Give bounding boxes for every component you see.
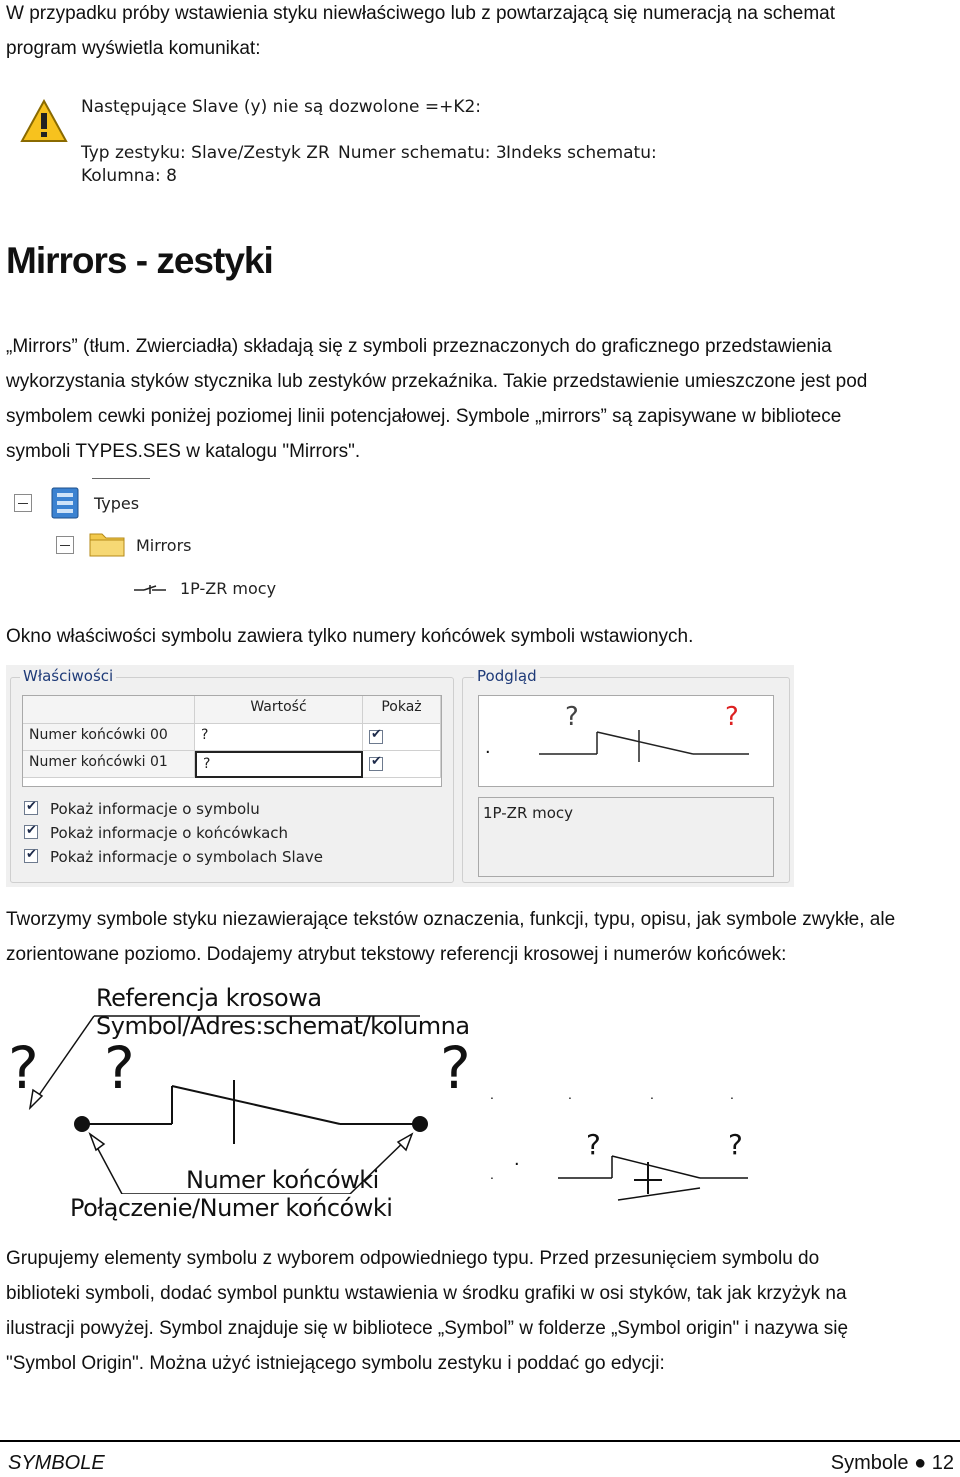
preview-title: Podgląd <box>474 667 540 685</box>
footer-divider <box>0 1440 960 1442</box>
terminal-value-input[interactable]: ? <box>195 751 363 778</box>
label-connection-terminal: Połączenie/Numer końcówki <box>70 1194 393 1222</box>
intro-paragraph <box>6 0 956 66</box>
warning-contact-type: Typ zestyku: Slave/Zestyk ZR <box>81 143 330 163</box>
properties-dialog <box>6 665 794 887</box>
folder-icon <box>88 528 128 560</box>
preview-question: ? <box>565 702 579 732</box>
checkbox[interactable] <box>24 849 38 863</box>
warning-column: Kolumna: 8 <box>81 166 177 186</box>
collapse-toggle[interactable] <box>56 536 74 554</box>
text-line: "Symbol Origin". Można użyć istniejącego symbolu zestyku i poddać go edycji: <box>6 1353 665 1374</box>
terminal-grid <box>22 695 442 787</box>
footer-page-number: Symbole ● 12 <box>830 1452 954 1474</box>
text-line: wykorzystania styków stycznika lub zestyków przekaźnika. Takie przedstawienie umieszczone jest pod <box>6 371 868 392</box>
column-header-show[interactable]: Pokaż <box>363 696 441 724</box>
footer-section: SYMBOLE <box>8 1452 105 1474</box>
preview-symbol-name: 1P-ZR mocy <box>483 804 574 822</box>
tree-item-mirrors[interactable]: Mirrors <box>136 536 192 555</box>
small-question-mark: ? <box>586 1128 601 1161</box>
question-mark: ? <box>440 1034 471 1102</box>
small-question-mark: ? <box>728 1128 743 1161</box>
origin-dot: . <box>490 1086 494 1102</box>
properties-intro <box>6 619 956 654</box>
terminal-value-input[interactable]: ? <box>195 724 363 751</box>
checkbox[interactable] <box>24 801 38 815</box>
text-line: biblioteki symboli, dodać symbol punktu wstawienia w środku grafiki w osi styków, tak jak krzyżyk na <box>6 1283 847 1304</box>
divider <box>92 478 150 479</box>
mirrors-description <box>6 329 956 469</box>
preview-dot: . <box>485 736 491 758</box>
show-cell <box>363 724 441 751</box>
origin-dot: . <box>490 1166 494 1182</box>
text-line: Okno właściwości symbolu zawiera tylko numery końcówek symboli wstawionych. <box>6 626 694 647</box>
tree-item-contact[interactable]: 1P-ZR mocy <box>180 579 277 598</box>
origin-dot: . <box>568 1086 572 1102</box>
symbol-preview <box>478 695 774 787</box>
origin-dot: . <box>730 1086 734 1102</box>
collapse-toggle[interactable] <box>14 494 32 512</box>
library-icon <box>48 484 84 522</box>
label-terminal-number: Numer końcówki <box>186 1166 379 1194</box>
annotated-symbol-diagram <box>0 982 960 1222</box>
text-line: symboli TYPES.SES w katalogu "Mirrors". <box>6 441 361 462</box>
column-header-value[interactable]: Wartość <box>195 696 363 724</box>
checkbox-label: Pokaż informacje o symbolach Slave <box>50 848 324 866</box>
contact-symbol-icon <box>132 582 168 596</box>
text-line: Tworzymy symbole styku niezawierające tekstów oznaczenia, funkcji, typu, opisu, jak symbole zwykłe, ale <box>6 909 896 930</box>
text-line: symbolem cewki poniżej poziomej linii potencjałowej. Symbole „mirrors” są zapisywane w bibliotece <box>6 406 842 427</box>
grouping-text <box>6 1241 956 1381</box>
symbol-creation-text <box>6 902 956 972</box>
text-line: zorientowane poziomo. Dodajemy atrybut tekstowy referencji krosowej i numerów końcówek: <box>6 944 787 965</box>
text-line: ilustracji powyżej. Symbol znajduje się w bibliotece „Symbol” w folderze „Symbol origin" i nazywa się <box>6 1318 849 1339</box>
label-cross-reference: Referencja krosowa <box>96 984 322 1012</box>
text-line: „Mirrors” (tłum. Zwierciadła) składają się z symboli przeznaczonych do graficznego przedstawienia <box>6 336 832 357</box>
properties-title: Właściwości <box>20 667 116 685</box>
warning-icon <box>20 99 68 143</box>
row-name: Numer końcówki 00 <box>23 724 195 751</box>
library-tree <box>10 478 310 600</box>
section-heading: Mirrors - zestyki <box>6 240 273 281</box>
tree-item-types[interactable]: Types <box>94 494 140 513</box>
checkbox-label: Pokaż informacje o symbolu <box>50 800 260 818</box>
row-name: Numer końcówki 01 <box>23 751 195 778</box>
show-checkbox[interactable] <box>369 757 383 771</box>
question-mark: ? <box>104 1034 135 1102</box>
origin-dot: . <box>514 1148 520 1170</box>
show-cell <box>363 751 441 778</box>
origin-dot: . <box>650 1086 654 1102</box>
checkbox[interactable] <box>24 825 38 839</box>
preview-question: ? <box>725 702 739 732</box>
grid-corner <box>23 696 195 724</box>
symbol-name-box <box>478 797 774 877</box>
show-checkbox[interactable] <box>369 730 383 744</box>
intro-line: W przypadku próby wstawienia styku niewłaściwego lub z powtarzającą się numeracją na schemat <box>6 3 835 24</box>
text-line: Grupujemy elementy symbolu z wyborem odpowiedniego typu. Przed przesunięciem symbolu do <box>6 1248 820 1269</box>
warning-text: Następujące Slave (y) nie są dozwolone =+K2: <box>81 97 482 117</box>
intro-line: program wyświetla komunikat: <box>6 38 261 59</box>
checkbox-label: Pokaż informacje o końcówkach <box>50 824 289 842</box>
warning-schema-index: Indeks schematu: <box>506 143 657 163</box>
warning-message <box>18 95 658 190</box>
question-mark: ? <box>8 1034 39 1102</box>
warning-schema-number: Numer schematu: 3 <box>338 143 507 163</box>
label-symbol-address: Symbol/Adres:schemat/kolumna <box>96 1012 470 1040</box>
